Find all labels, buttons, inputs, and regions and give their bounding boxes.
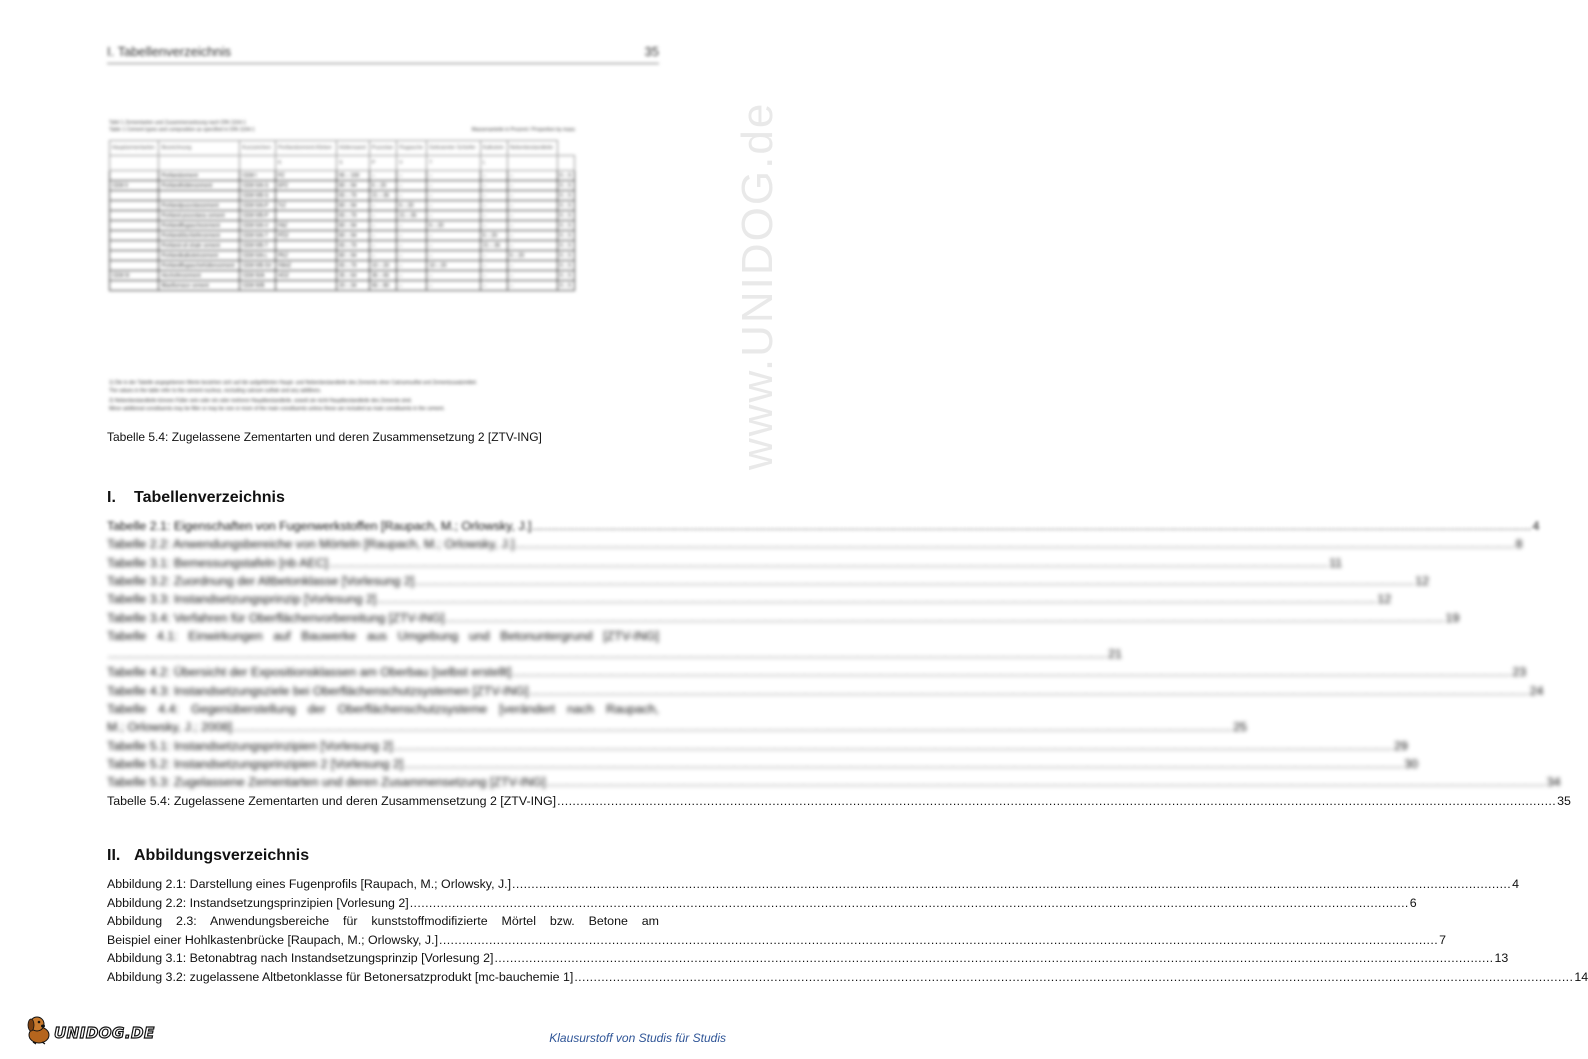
toc-entry-label: Tabelle 5.4: Zugelassene Zementarten und deren Zusammensetzung 2 [ZTV-ING]	[107, 793, 557, 808]
cement-table-cell: Blastfurnace cement	[159, 281, 240, 291]
toc-entry-label: Abbildung 3.1: Betonabtrag nach Instandsetzungsprinzip [Vorlesung 2]	[107, 951, 494, 965]
cement-table-cell: –	[427, 171, 481, 181]
cement-table-cell: –	[369, 171, 396, 181]
cement-table-cell: –	[480, 221, 507, 231]
cement-table-header-cell: Bezeichnung	[159, 141, 240, 156]
cement-table-cell: 0 – 5	[557, 271, 574, 281]
cement-table-cell: 0 – 5	[557, 181, 574, 191]
section-number: II.	[107, 847, 121, 864]
toc-leader-dots	[329, 556, 1328, 572]
cement-table-cell: Hochofenzement	[159, 271, 240, 281]
cement-table-cell: –	[427, 251, 481, 261]
toc-entry-page: 13	[1494, 951, 1509, 965]
cement-table-cell: 80 – 94	[337, 201, 370, 211]
toc-entry-page: 8	[1515, 537, 1523, 552]
section-number: I.	[107, 489, 116, 506]
toc-entry[interactable]	[107, 793, 1571, 810]
cement-table-cell: –	[427, 211, 481, 221]
cement-table-cell: –	[397, 271, 427, 281]
toc-entry[interactable]	[107, 647, 1122, 663]
cement-table-cell: 6 – 20	[397, 201, 427, 211]
toc-entry[interactable]	[107, 592, 1392, 608]
cement-table-cell: CEM II/A-S	[240, 181, 276, 191]
toc-entry[interactable]	[107, 951, 1509, 967]
toc-entry-label: Tabelle 5.2: Instandsetzungsprinzipien 2 [Vorlesung 2]	[107, 756, 404, 771]
cement-table-cell: 65 – 79	[337, 261, 370, 271]
toc-entry[interactable]	[107, 969, 1588, 986]
cement-table-cell	[110, 171, 159, 181]
cement-table-cell: –	[507, 201, 557, 211]
cement-table-cell: –	[480, 191, 507, 201]
cement-table-cell: 6 – 20	[507, 251, 557, 261]
toc-entry-label: Tabelle 3.3: Instandsetzungsprinzip [Vorlesung 2]	[107, 592, 377, 607]
toc-leader-dots	[532, 519, 1531, 535]
figure-footnote: 2) Nebenbestandteile können Füller sein oder ein oder mehrere Hauptbestandteile, soweit sie nicht Hauptbestandteile des Zements sind.	[109, 398, 412, 404]
cement-table-cell	[110, 241, 159, 251]
cement-table-cell: 0 – 5	[557, 201, 574, 211]
cement-table-header-cell: V	[397, 156, 427, 171]
cement-table-row	[110, 251, 575, 261]
cement-table-row	[110, 211, 575, 221]
toc-leader-dots	[377, 592, 1376, 608]
cement-table-cell: –	[507, 171, 557, 181]
cement-table-header-cell: P	[369, 156, 396, 171]
logo-wordmark: UNIDOG.DE	[54, 1024, 155, 1042]
cement-table-row	[110, 221, 575, 231]
cement-table-cell: –	[507, 231, 557, 241]
cement-table-cell: Portlandhüttenzement	[159, 181, 240, 191]
cement-table-cell: –	[480, 181, 507, 191]
cement-table-cell: 80 – 94	[337, 251, 370, 261]
toc-entry-label: Abbildung 2.2: Instandsetzungsprinzipien [Vorlesung 2]	[107, 895, 409, 910]
cement-table-cell: 0 – 5	[557, 191, 574, 201]
cement-table-row	[110, 271, 575, 281]
cement-table-cell: PÖZ	[275, 231, 336, 241]
cement-table-cell: –	[480, 171, 507, 181]
cement-table-cell: Portlandflugaschehüttenzement	[159, 261, 240, 271]
cement-table-header-cell: Kalkstein	[480, 141, 507, 156]
cement-table-cell: –	[369, 231, 396, 241]
cement-table-cell: CEM II/A-P	[240, 201, 276, 211]
cement-table-cell: –	[507, 211, 557, 221]
cement-table-cell: –	[397, 171, 427, 181]
cement-table-cell: –	[480, 251, 507, 261]
cement-table-cell: CEM III	[110, 271, 159, 281]
cement-table-cell	[110, 261, 159, 271]
dog-mascot-icon	[24, 1013, 54, 1045]
cement-table-cell: –	[507, 191, 557, 201]
header-rule	[107, 63, 659, 64]
cement-table-header-cell: S	[337, 156, 370, 171]
cement-table-cell: Portlandpuzzolanzement	[159, 201, 240, 211]
cement-table-cell: CEM I	[240, 171, 276, 181]
toc-entry-page: 14	[1574, 969, 1588, 984]
toc-entry-label: Tabelle 3.2: Zuordnung der Altbetonklasse [Vorlesung 2]	[107, 573, 415, 588]
cement-table-cell	[275, 191, 336, 201]
cement-table-cell: –	[480, 201, 507, 211]
cement-table	[109, 140, 575, 291]
toc-entry[interactable]	[107, 519, 1540, 535]
cement-table-cell: –	[480, 211, 507, 221]
toc-entry-label: Tabelle 2.1: Eigenschaften von Fugenwerkstoffen [Raupach, M.; Orlowsky, J.]	[107, 519, 532, 533]
cement-table-header-cell	[507, 156, 557, 171]
toc-leader-dots	[108, 647, 1107, 663]
cement-table-cell	[110, 221, 159, 231]
embedded-table-figure	[107, 118, 577, 423]
cement-table-cell: PZ	[275, 171, 336, 181]
toc-leader-dots	[530, 684, 1529, 700]
toc-entry-label: Tabelle 3.4: Verfahren für Oberflächenvorbereitung [ZTV-ING]	[107, 610, 445, 625]
toc-entry-page: 11	[1329, 555, 1343, 570]
cement-table-cell: –	[427, 281, 481, 291]
toc-entry[interactable]	[107, 932, 1446, 949]
cement-table-header-cell	[110, 156, 159, 171]
figure-title-en: Table 1 Cement types and composition as specified in DIN 1164-1	[109, 127, 255, 133]
toc-entry-page: 19	[1445, 610, 1460, 625]
cement-table-header-cell: Nebenbestandteile	[507, 141, 557, 156]
cement-table-cell: 0 – 5	[557, 241, 574, 251]
cement-table-cell: –	[427, 181, 481, 191]
toc-entry-label: Tabelle 2.2: Anwendungsbereiche von Mörteln [Raupach, M.; Orlowsky, J.]	[107, 537, 515, 552]
cement-table-header-cell: Gebrannter Schiefer	[427, 141, 481, 156]
cement-table-row	[110, 171, 575, 181]
toc-entry[interactable]	[107, 914, 659, 930]
cement-table-header-cell	[240, 156, 276, 171]
cement-table-cell: 0 – 5	[557, 171, 574, 181]
cement-table-cell: 0 – 5	[557, 251, 574, 261]
cement-table-header-cell	[159, 156, 240, 171]
toc-entry-label: Tabelle 4.3: Instandsetzungsziele bei Oberflächenschutzsystemen [ZTV-ING]	[107, 683, 529, 698]
toc-entry-page: 6	[1409, 895, 1417, 910]
cement-table-cell: –	[507, 281, 557, 291]
toc-entry[interactable]	[107, 895, 1417, 912]
toc-entry-page: 21	[1108, 647, 1122, 662]
cement-table-header-cell: Kurzzeichen	[240, 141, 276, 156]
toc-entry[interactable]	[107, 720, 1247, 736]
cement-table-cell: 0 – 5	[557, 261, 574, 271]
cement-table-cell: Portlandzement	[159, 171, 240, 181]
cement-table-cell: CEM II/A-V	[240, 221, 276, 231]
cement-table-row	[110, 261, 575, 271]
toc-leader-dots	[494, 951, 1493, 967]
cement-table-cell: –	[397, 221, 427, 231]
cement-table-cell: CEM II/A-L	[240, 251, 276, 261]
toc-leader-dots	[404, 757, 1403, 773]
toc-entry-label: Abbildung 2.1: Darstellung eines Fugenprofils [Raupach, M.; Orlowsky, J.]	[107, 877, 512, 891]
cement-table-cell: TrZ	[275, 201, 336, 211]
cement-table-cell: 35 – 64	[337, 271, 370, 281]
toc-leader-dots	[512, 877, 1511, 893]
toc-entry[interactable]	[107, 702, 659, 718]
cement-table-cell: 65 – 79	[337, 211, 370, 221]
cement-table-cell: –	[480, 281, 507, 291]
toc-entry-page: 12	[1415, 573, 1430, 588]
cement-table-cell: –	[507, 181, 557, 191]
cement-table-row	[110, 201, 575, 211]
section-title: Abbildungsverzeichnis	[134, 847, 310, 864]
cement-table-cell: 65 – 79	[337, 191, 370, 201]
running-header-page-number: 35	[644, 44, 659, 59]
cement-table-cell: –	[369, 201, 396, 211]
cement-table-cell	[110, 191, 159, 201]
cement-table-cell: CEM II/B-P	[240, 211, 276, 221]
cement-table-cell: –	[427, 241, 481, 251]
cement-table-cell: –	[507, 261, 557, 271]
toc-entry-label: Abbildung 2.3: Anwendungsbereiche für kunststoffmodifizierte Mörtel bzw. Betone am	[107, 914, 659, 928]
toc-entry-page: 35	[1557, 793, 1571, 808]
cement-table-cell: CEM III/A	[240, 271, 276, 281]
cement-table-cell	[275, 211, 336, 221]
cement-table-cell: –	[397, 231, 427, 241]
cement-table-cell: –	[369, 251, 396, 261]
cement-table-cell: 80 – 94	[337, 221, 370, 231]
toc-entry[interactable]	[107, 877, 1520, 893]
toc-entry-page: 7	[1439, 932, 1446, 947]
cement-table-row	[110, 241, 575, 251]
toc-entry-page: 24	[1529, 683, 1544, 698]
cement-table-cell: –	[427, 231, 481, 241]
section-title: Tabellenverzeichnis	[134, 489, 285, 506]
toc-entry-label: Beispiel einer Hohlkastenbrücke [Raupach, M.; Orlowsky, J.]	[107, 932, 439, 947]
cement-table-cell: Portlandölschieferzement	[159, 231, 240, 241]
cement-table-cell: Portland-oil shale cement	[159, 241, 240, 251]
toc-entry[interactable]	[107, 756, 1419, 773]
toc-leader-dots	[445, 611, 1444, 627]
cement-table-cell: –	[397, 191, 427, 201]
watermark: www.UNIDOG.de	[733, 101, 782, 470]
cement-table-cell: –	[369, 211, 396, 221]
cement-table-header-cell: Flugasche	[397, 141, 427, 156]
cement-table-header-cell: L	[480, 156, 507, 171]
cement-table-header-cell: T	[427, 156, 481, 171]
cement-table-cell: –	[480, 261, 507, 271]
cement-table-cell: –	[397, 281, 427, 291]
cement-table-cell: 6 – 20	[427, 221, 481, 231]
cement-table-cell: 66 – 80	[369, 281, 396, 291]
cement-table-cell: 21 – 35	[369, 191, 396, 201]
cement-table-cell	[110, 251, 159, 261]
cement-table-header-cell: Hauptzementarten	[110, 141, 159, 156]
toc-entry-page: 29	[1393, 738, 1408, 753]
cement-table-cell: 80 – 94	[337, 181, 370, 191]
cement-table-header-row	[110, 156, 575, 171]
cement-table-cell: –	[427, 271, 481, 281]
cement-table-cell: 80 – 94	[337, 231, 370, 241]
cement-table-cell: 21 – 35	[397, 211, 427, 221]
cement-table-cell: FAZ	[275, 221, 336, 231]
toc-entry[interactable]	[107, 573, 1430, 590]
toc-entry[interactable]	[107, 775, 1561, 791]
toc-entry[interactable]	[107, 537, 1523, 553]
cement-table-cell: CEM III/B	[240, 281, 276, 291]
toc-leader-dots	[512, 665, 1511, 681]
toc-entry-label: Abbildung 3.2: zugelassene Altbetonklasse für Betonersatzprodukt [mc-bauchemie 1]	[107, 969, 574, 984]
figure-footnote: 1) Die in der Tabelle angegebenen Werte beziehen sich auf die aufgeführten Haupt- und Nebenbestandteile des Zements ohne Calciumsulfat und Zementzusatzmittel.	[109, 380, 478, 386]
cement-table-cell: –	[427, 201, 481, 211]
toc-entry-label: M.; Orlowsky, J.; 2008]	[107, 720, 233, 735]
cement-table-cell: 0 – 5	[557, 211, 574, 221]
cement-table-cell	[159, 191, 240, 201]
cement-table-row	[110, 281, 575, 291]
figure-footnote: Minor additional constituents may be filler or may be one or more of the main constituents unless these are included as main constituents in the cement.	[109, 406, 445, 412]
section-heading-tables	[107, 489, 285, 507]
cement-table-cell	[110, 211, 159, 221]
cement-table-cell: CEM II/A-T	[240, 231, 276, 241]
cement-table-cell: 36 – 65	[369, 271, 396, 281]
toc-entry[interactable]	[107, 629, 659, 645]
toc-entry-label: Tabelle 5.1: Instandsetzungsprinzipien [Vorlesung 2]	[107, 738, 393, 753]
cement-table-cell: 95 – 100	[337, 171, 370, 181]
section-heading-figures	[107, 847, 309, 865]
cement-table-header-cell: Puzzolan	[369, 141, 396, 156]
toc-entry-page: 4	[1512, 877, 1520, 891]
cement-table-row	[110, 191, 575, 201]
cement-table-cell: PKZ	[275, 251, 336, 261]
cement-table-cell: 10 – 20	[369, 261, 396, 271]
figure-caption: Tabelle 5.4: Zugelassene Zementarten und deren Zusammensetzung 2 [ZTV-ING]	[107, 430, 542, 444]
figure-units-note: Massenanteile in Prozent / Proportion by mass	[471, 127, 575, 133]
toc-leader-dots	[394, 739, 1393, 755]
cement-table-cell: 20 – 34	[337, 281, 370, 291]
figure-footnote: The values in the table refer to the cement nucleus, excluding calcium sulfate and any additives.	[109, 388, 322, 394]
toc-entry[interactable]	[107, 555, 1343, 572]
cement-table-cell	[110, 201, 159, 211]
cement-table-cell: 6 – 20	[369, 181, 396, 191]
cement-table-cell: Portlandflugaschezement	[159, 221, 240, 231]
cement-table-cell: 0 – 5	[557, 231, 574, 241]
cement-table-cell: 6 – 20	[480, 231, 507, 241]
cement-table-row	[110, 231, 575, 241]
toc-leader-dots	[574, 970, 1573, 986]
toc-entry-page: 25	[1233, 720, 1247, 735]
cement-table-cell: –	[397, 241, 427, 251]
figure-title-de: Tafel 1 Zementarten und Zusammensetzung nach DIN 1164-1	[109, 120, 246, 126]
cement-table-cell	[275, 281, 336, 291]
cement-table-cell: –	[369, 221, 396, 231]
toc-entry-page: 30	[1404, 756, 1419, 771]
cement-table-cell	[110, 281, 159, 291]
cement-table-header-row	[110, 141, 575, 156]
toc-leader-dots	[233, 720, 1232, 736]
toc-entry-page: 23	[1512, 665, 1527, 680]
cement-table-cell: EPZ	[275, 181, 336, 191]
toc-entry-label: Tabelle 4.2: Übersicht der Expositionsklassen am Oberbau [selbst erstellt]	[107, 665, 512, 680]
toc-entry-label: Tabelle 4.4: Gegenüberstellung der Oberflächenschutzsysteme [verändert nach Raupach,	[107, 702, 659, 716]
toc-entry[interactable]	[107, 738, 1408, 755]
running-header	[107, 44, 659, 60]
cement-table-cell: HOZ	[275, 271, 336, 281]
cement-table-cell: 10 – 20	[427, 261, 481, 271]
cement-table-cell: CEM II/B-T	[240, 241, 276, 251]
toc-leader-dots	[547, 775, 1546, 791]
toc-entry-page: 34	[1546, 775, 1561, 790]
toc-leader-dots	[415, 574, 1414, 590]
cement-table-cell: 0 – 5	[557, 221, 574, 231]
cement-table-cell: –	[507, 241, 557, 251]
cement-table-cell: –	[369, 241, 396, 251]
cement-table-cell: –	[397, 181, 427, 191]
toc-entry[interactable]	[107, 683, 1544, 700]
cement-table-header-cell: K	[275, 156, 336, 171]
cement-table-cell: –	[480, 271, 507, 281]
toc-leader-dots	[557, 794, 1556, 810]
footer-tagline: Klausurstoff von Studis für Studis	[549, 1031, 726, 1045]
toc-entry[interactable]	[107, 665, 1527, 681]
cement-table-header-cell: Hüttensand	[337, 141, 370, 156]
toc-entry-label: Tabelle 3.1: Bemessungstafeln [nb AEC]	[107, 555, 329, 570]
unidog-logo	[24, 1013, 159, 1047]
cement-table-cell: Portlandkalksteinzement	[159, 251, 240, 261]
cement-table-cell: 65 – 79	[337, 241, 370, 251]
toc-leader-dots	[516, 537, 1515, 553]
cement-table-cell	[275, 241, 336, 251]
cement-table-cell: –	[507, 221, 557, 231]
cement-table-row	[110, 181, 575, 191]
running-header-title: I. Tabellenverzeichnis	[107, 44, 232, 59]
cement-table-cell: –	[397, 261, 427, 271]
cement-table-cell: CEM II/B-S	[240, 191, 276, 201]
cement-table-header-cell: Portlandzement-Klinker	[275, 141, 336, 156]
toc-leader-dots	[410, 896, 1409, 912]
cement-table-cell: –	[397, 251, 427, 261]
toc-entry-page: 12	[1377, 592, 1392, 607]
cement-table-cell: –	[507, 271, 557, 281]
toc-entry-label: Tabelle 5.3: Zugelassene Zementarten und deren Zusammensetzung [ZTV-ING]	[107, 775, 546, 790]
cement-table-cell: –	[427, 191, 481, 201]
cement-table-cell: FAHZ	[275, 261, 336, 271]
toc-entry-page: 4	[1532, 519, 1540, 533]
toc-entry[interactable]	[107, 610, 1460, 627]
cement-table-header-cell	[557, 156, 574, 171]
cement-table-cell: 0 – 5	[557, 281, 574, 291]
cement-table-cell	[110, 231, 159, 241]
cement-table-cell: 21 – 35	[480, 241, 507, 251]
toc-leader-dots	[439, 933, 1438, 949]
cement-table-cell: CEM II	[110, 181, 159, 191]
toc-entry-label: Tabelle 4.1: Einwirkungen auf Bauwerke aus Umgebung und Betonuntergrund [ZTV-ING]	[107, 628, 659, 643]
cement-table-cell: Portland-pozzolana cement	[159, 211, 240, 221]
cement-table-cell: CEM II/B-SV	[240, 261, 276, 271]
